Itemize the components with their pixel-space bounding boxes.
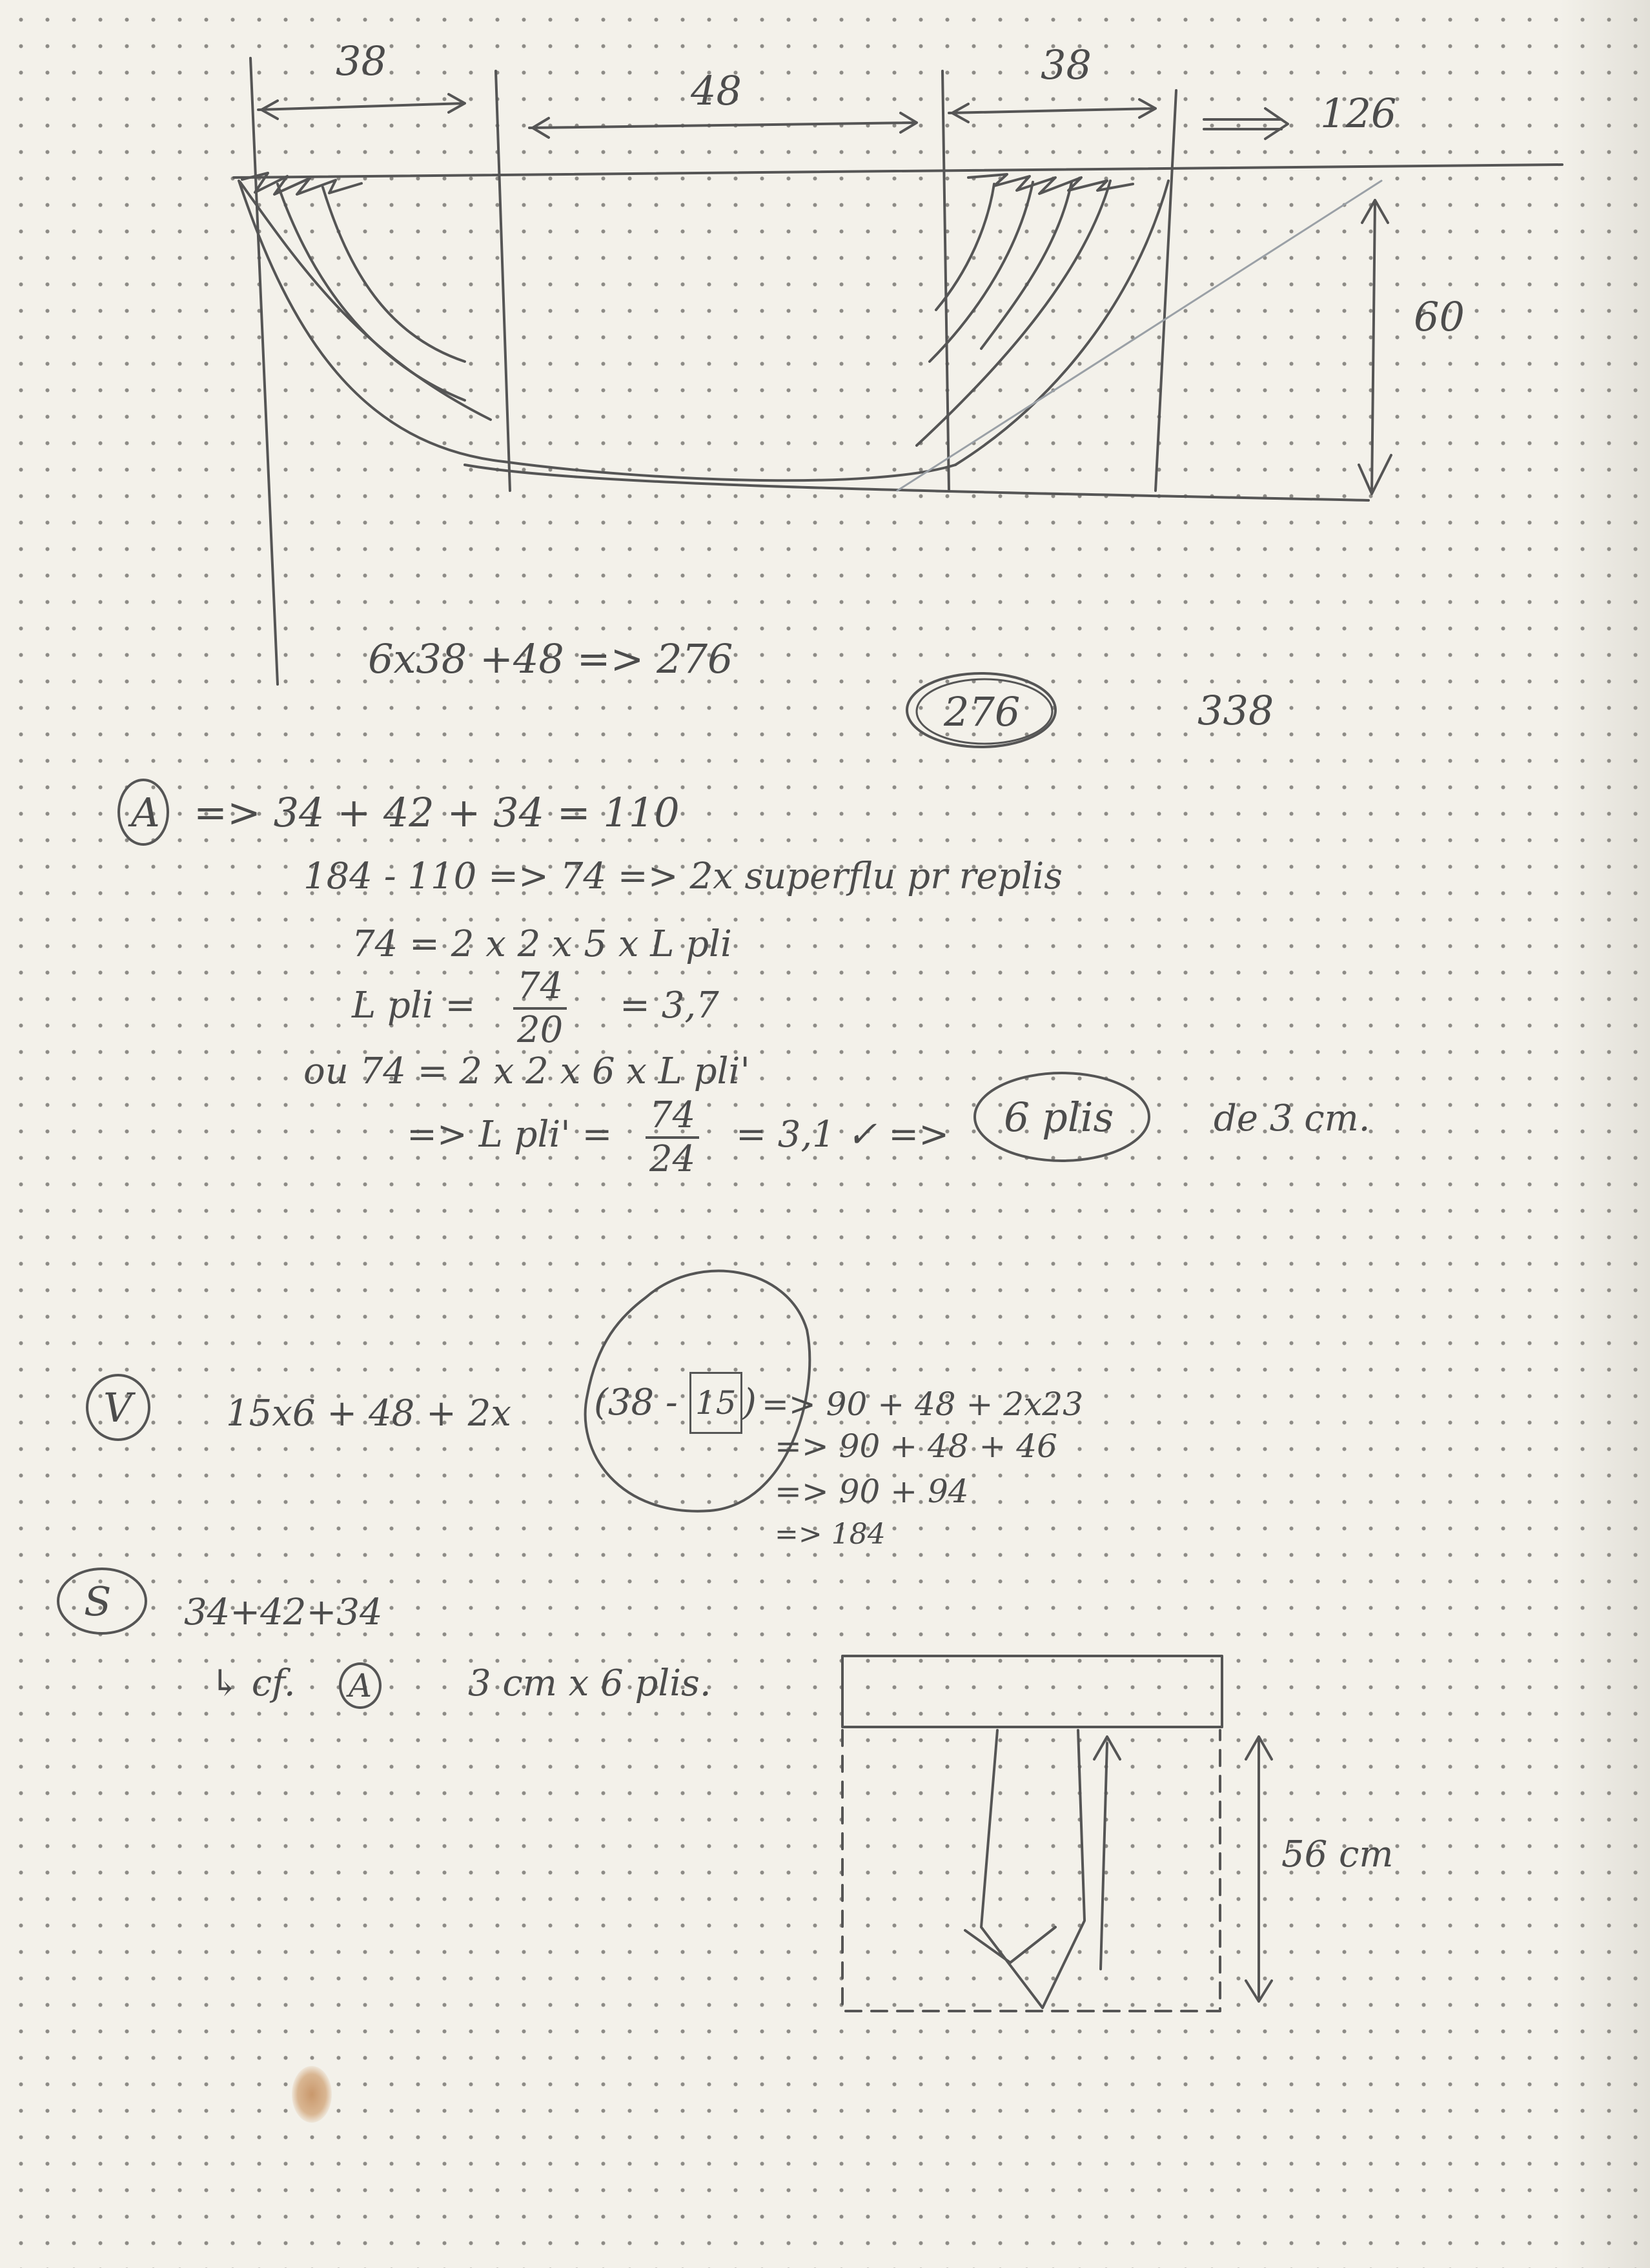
- frame-left-edge: [250, 58, 278, 684]
- frame-divider-2: [942, 71, 949, 491]
- top-rail: [234, 165, 1562, 178]
- swag-main-curve: [239, 181, 955, 480]
- s-line-2-tail: 3 cm x 6 plis.: [468, 1662, 711, 1704]
- v-paren-close: ): [742, 1382, 757, 1424]
- t-dashed-outline: [842, 1730, 1220, 2011]
- a-line-6-label: => L pli' =: [407, 1114, 613, 1156]
- v-formula-start: 15x6 + 48 + 2x: [226, 1393, 511, 1435]
- v-step-3: => 90 + 94: [775, 1473, 969, 1510]
- frame-right-edge: [1156, 90, 1176, 491]
- s-line-1: 34+42+34: [184, 1591, 383, 1633]
- a-fraction-2: [646, 1094, 699, 1180]
- bottom-guide-line: [465, 465, 1369, 500]
- t-header-rect: [842, 1656, 1222, 1727]
- a-fraction-1: [513, 965, 567, 1051]
- t-panel-sketch: [842, 1656, 1272, 2011]
- marker-s: S: [84, 1578, 112, 1625]
- t-height-label: 56 cm: [1281, 1834, 1394, 1875]
- marker-a: A: [131, 789, 160, 836]
- a-line-4-label: L pli =: [352, 985, 476, 1027]
- swag-fold-1: [240, 182, 491, 420]
- a-fraction-2-num: 74: [646, 1098, 699, 1139]
- a-line-3: 74 = 2 x 2 x 5 x L pli: [352, 923, 732, 965]
- drape-diagram: [234, 58, 1562, 684]
- frame-divider-1: [496, 71, 510, 491]
- v-step-4: => 184: [775, 1518, 886, 1551]
- dim-arrow-left: [258, 94, 465, 119]
- dim-left-label: 38: [336, 37, 387, 85]
- s-line-2-prefix: ↳ cf.: [210, 1662, 296, 1704]
- swag-right-curve: [955, 181, 1168, 465]
- a-line-6-result: = 3,1 ✓ =>: [736, 1114, 950, 1156]
- t-inner-arrow: [1094, 1737, 1120, 1969]
- marker-v: V: [103, 1384, 132, 1431]
- height-arrow: [1359, 200, 1391, 494]
- six-plis-circled: 6 plis: [1004, 1094, 1114, 1141]
- t-height-arrow: [1246, 1737, 1272, 2001]
- diagonal-guide: [897, 181, 1381, 491]
- a-line-1: => 34 + 42 + 34 = 110: [194, 789, 680, 836]
- a-line-4-result: = 3,7: [620, 985, 719, 1027]
- v-boxed-15: 15: [689, 1372, 742, 1434]
- implies-arrow: [1204, 108, 1288, 139]
- formula-276: 6x38 +48 => 276: [368, 635, 733, 682]
- de-3-cm: de 3 cm.: [1214, 1098, 1370, 1139]
- a-line-2: 184 - 110 => 74 => 2x superflu pr replis: [303, 855, 1063, 897]
- a-line-5: ou 74 = 2 x 2 x 6 x L pli': [303, 1050, 750, 1092]
- swag-fold-3: [323, 187, 465, 362]
- s-ref-a: A: [348, 1667, 372, 1704]
- a-fraction-1-num: 74: [513, 968, 567, 1010]
- dim-right-label: 38: [1041, 41, 1092, 88]
- s-ref-a-circled: [339, 1662, 382, 1709]
- v-step-2: => 90 + 48 + 46: [775, 1427, 1057, 1465]
- side-338-value: 338: [1197, 687, 1274, 734]
- v-paren-open: (38 -: [594, 1382, 678, 1424]
- total-label: 126: [1320, 90, 1397, 137]
- a-fraction-1-den: 20: [517, 1009, 564, 1051]
- circled-276-value: 276: [944, 688, 1021, 735]
- t-tail-shape: [981, 1730, 1085, 2008]
- dim-arrow-middle: [529, 113, 917, 138]
- dim-arrow-right: [949, 99, 1156, 122]
- height-label: 60: [1414, 293, 1465, 340]
- a-fraction-2-den: 24: [649, 1138, 696, 1180]
- t-tail-fold: [965, 1927, 1055, 1963]
- v-step-1: => 90 + 48 + 2x23: [762, 1385, 1083, 1423]
- dim-middle-label: 48: [691, 67, 742, 114]
